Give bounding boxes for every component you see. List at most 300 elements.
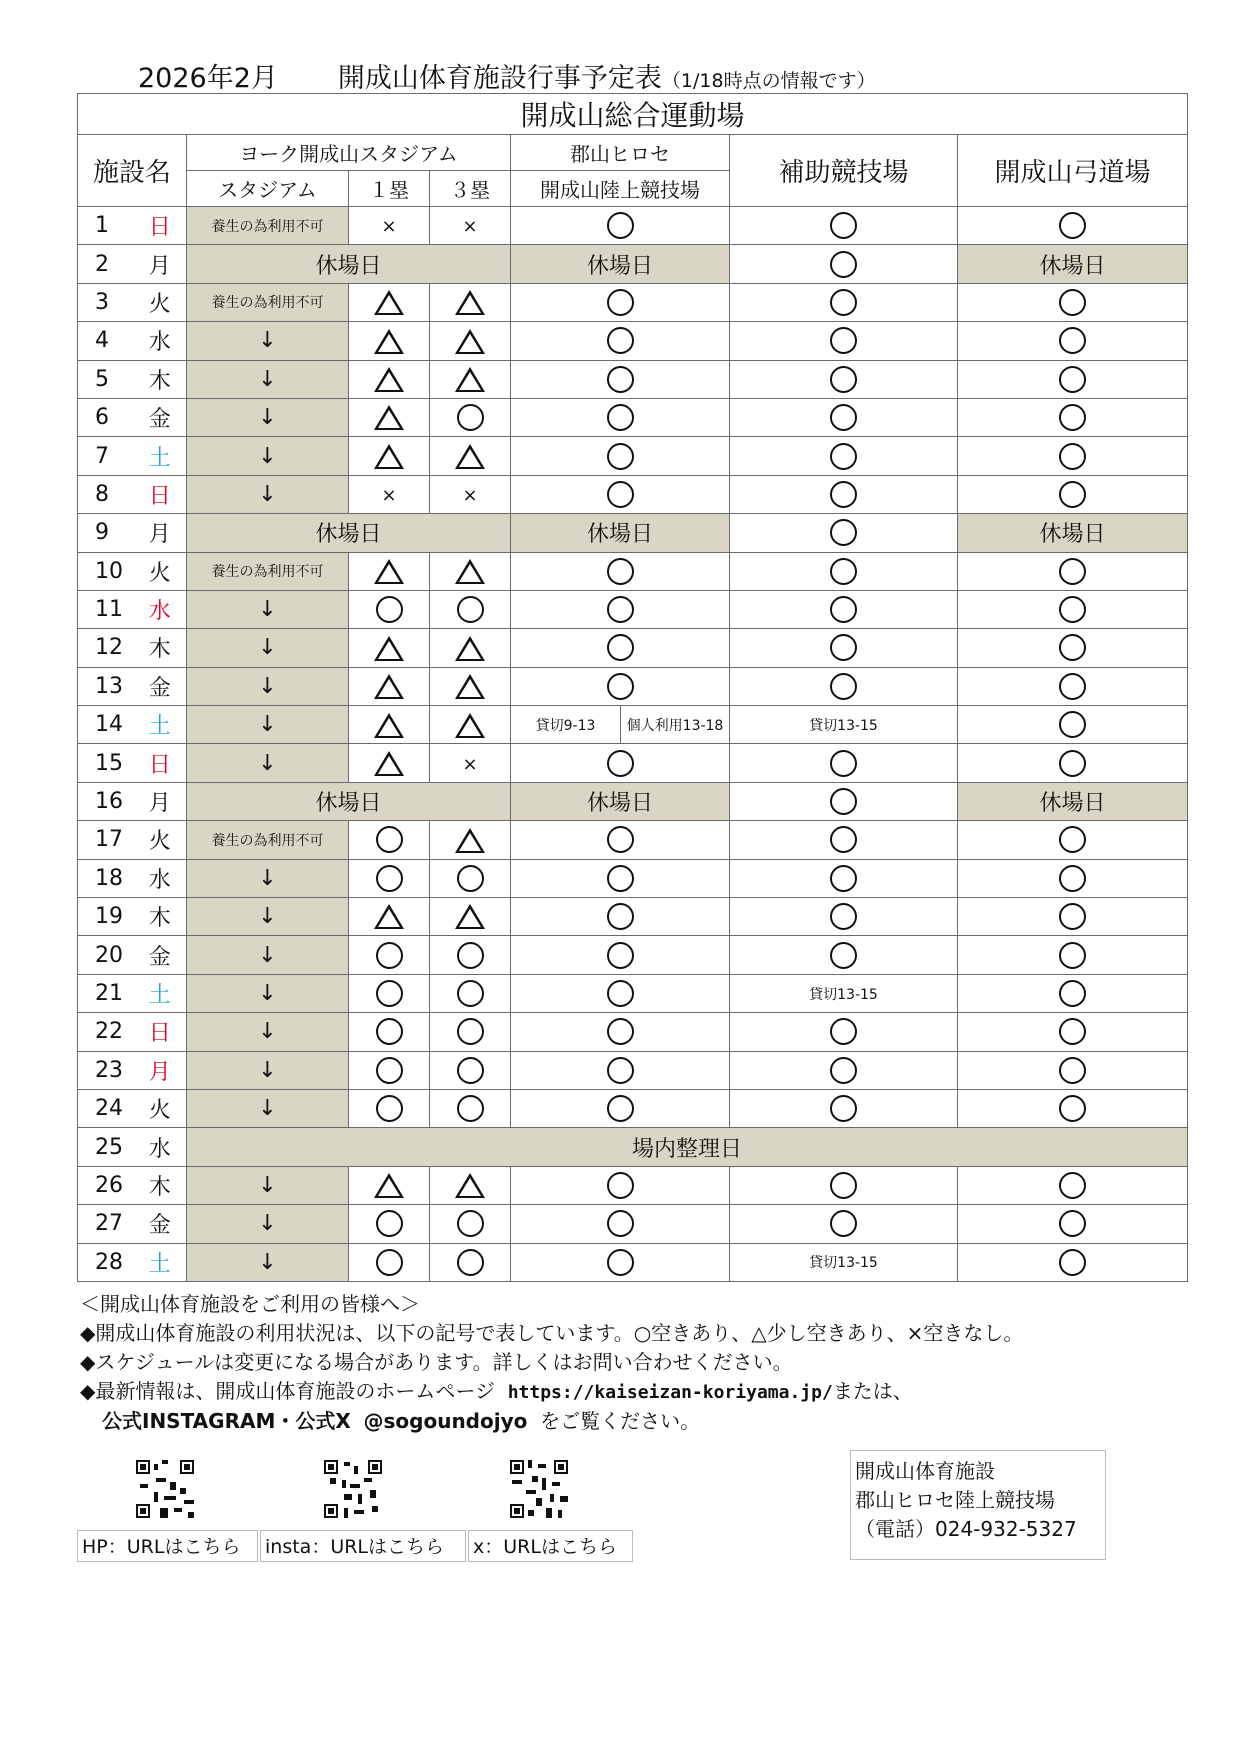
- table-row: [78, 821, 1188, 859]
- stadium-closed-cell: 休場日: [187, 782, 511, 820]
- stadium-cell: ↓: [187, 1013, 349, 1051]
- circle-available-icon: [1059, 327, 1086, 354]
- day-number: 24: [78, 1089, 134, 1127]
- kyudo-cell: [958, 629, 1188, 667]
- aux-cell: [730, 859, 958, 897]
- stadium-cell: ↓: [187, 1051, 349, 1089]
- circle-available-icon: [1059, 942, 1086, 969]
- kyudo-header: 開成山弓道場: [958, 135, 1188, 207]
- table-row: [78, 1128, 1188, 1166]
- circle-available-icon: [1059, 1249, 1086, 1276]
- base3-cell: [430, 1205, 511, 1243]
- weekday: 水: [134, 859, 187, 897]
- day-number: 23: [78, 1051, 134, 1089]
- base1-cell: [349, 475, 430, 513]
- circle-available-icon: [1059, 404, 1086, 431]
- cross-full-icon: ×: [462, 216, 478, 238]
- track-cell: [511, 898, 730, 936]
- kyudo-cell: [958, 667, 1188, 705]
- circle-available-icon: [1059, 1057, 1086, 1084]
- triangle-limited-icon: [455, 559, 485, 584]
- aux-cell: [730, 590, 958, 628]
- day-number: 16: [78, 782, 134, 820]
- circle-available-icon: [1059, 826, 1086, 853]
- day-number: 15: [78, 744, 134, 782]
- triangle-limited-icon: [455, 444, 485, 469]
- base1-cell: [349, 1013, 430, 1051]
- base3-cell: [430, 974, 511, 1012]
- kyudo-cell: 休場日: [958, 514, 1188, 552]
- base3-cell: [430, 629, 511, 667]
- cross-full-icon: ×: [381, 216, 397, 238]
- circle-available-icon: [830, 289, 857, 316]
- base3-cell: [430, 859, 511, 897]
- circle-available-icon: [1059, 711, 1086, 738]
- triangle-limited-icon: [374, 904, 404, 929]
- kyudo-cell: [958, 322, 1188, 360]
- track-cell: [511, 360, 730, 398]
- circle-available-icon: [457, 942, 484, 969]
- track-cell: [511, 859, 730, 897]
- weekday: 金: [134, 1205, 187, 1243]
- triangle-limited-icon: [455, 367, 485, 392]
- day-number: 14: [78, 706, 134, 744]
- circle-available-icon: [457, 865, 484, 892]
- circle-available-icon: [376, 865, 403, 892]
- stadium-cell: 養生の為利用不可: [187, 283, 349, 321]
- triangle-limited-icon: [455, 290, 485, 315]
- table-row: [78, 552, 1188, 590]
- kyudo-cell: [958, 744, 1188, 782]
- circle-available-icon: [607, 865, 634, 892]
- table-row: [78, 782, 1188, 820]
- day-number: 28: [78, 1243, 134, 1281]
- stadium-cell: ↓: [187, 398, 349, 436]
- aux-cell: [730, 936, 958, 974]
- circle-available-icon: [1059, 481, 1086, 508]
- triangle-limited-icon: [455, 904, 485, 929]
- day-number: 19: [78, 898, 134, 936]
- triangle-limited-icon: [455, 828, 485, 853]
- circle-available-icon: [457, 1210, 484, 1237]
- stadium-cell: ↓: [187, 1166, 349, 1204]
- base3-cell: [430, 936, 511, 974]
- table-row: [78, 360, 1188, 398]
- table-row: [78, 1051, 1188, 1089]
- circle-available-icon: [1059, 596, 1086, 623]
- track-cell: [511, 1166, 730, 1204]
- notes-heading: ＜開成山体育施設をご利用の皆様へ＞: [80, 1292, 420, 1316]
- sns-handle[interactable]: @sogoundojyo: [363, 1409, 528, 1433]
- track-cell: [511, 552, 730, 590]
- stadium-cell: ↓: [187, 1089, 349, 1127]
- base3-cell: [430, 283, 511, 321]
- track-cell: [511, 322, 730, 360]
- weekday: 土: [134, 1243, 187, 1281]
- notes-line4b: をご覧ください。: [540, 1409, 701, 1433]
- circle-available-icon: [830, 673, 857, 700]
- title-name: 開成山体育施設行事予定表: [337, 63, 662, 94]
- table-row: [78, 629, 1188, 667]
- day-number: 27: [78, 1205, 134, 1243]
- weekday: 木: [134, 360, 187, 398]
- circle-available-icon: [607, 443, 634, 470]
- day-number: 12: [78, 629, 134, 667]
- triangle-limited-icon: [374, 1173, 404, 1198]
- aux-cell: [730, 437, 958, 475]
- aux-cell: [730, 1205, 958, 1243]
- weekday: 日: [134, 475, 187, 513]
- base1-cell: [349, 552, 430, 590]
- base1-cell: [349, 936, 430, 974]
- stadium-cell: ↓: [187, 936, 349, 974]
- aux-cell: [730, 552, 958, 590]
- base1-cell: [349, 821, 430, 859]
- koriyama-header: 郡山ヒロセ: [511, 135, 730, 171]
- triangle-limited-icon: [374, 367, 404, 392]
- circle-available-icon: [607, 1057, 634, 1084]
- weekday: 月: [134, 1051, 187, 1089]
- table-row: [78, 322, 1188, 360]
- weekday: 日: [134, 207, 187, 245]
- circle-available-icon: [607, 1172, 634, 1199]
- track-cell: [511, 974, 730, 1012]
- stadium-cell: ↓: [187, 667, 349, 705]
- notes-line1: ◆開成山体育施設の利用状況は、以下の記号で表しています。○空きあり、△少し空きあり、×空きなし。: [80, 1321, 1024, 1345]
- track-cell: [511, 1089, 730, 1127]
- base1-cell: [349, 283, 430, 321]
- weekday: 土: [134, 706, 187, 744]
- track-cell: [511, 437, 730, 475]
- table-row: [78, 245, 1188, 283]
- aux-cell: [730, 629, 958, 667]
- table-row: [78, 207, 1188, 245]
- kyudo-cell: [958, 475, 1188, 513]
- track-cell: 休場日: [511, 514, 730, 552]
- base1-cell: [349, 322, 430, 360]
- kyudo-cell: [958, 1013, 1188, 1051]
- track-header: 開成山陸上競技場: [511, 171, 730, 207]
- kyudo-cell: [958, 821, 1188, 859]
- triangle-limited-icon: [455, 713, 485, 738]
- aux-cell: [730, 475, 958, 513]
- circle-available-icon: [830, 865, 857, 892]
- circle-available-icon: [1059, 558, 1086, 585]
- weekday: 土: [134, 974, 187, 1012]
- schedule-table: [77, 93, 1188, 1282]
- venue-title: 開成山総合運動場: [78, 94, 1188, 135]
- base1-cell: [349, 1051, 430, 1089]
- cross-full-icon: ×: [381, 484, 397, 506]
- triangle-limited-icon: [374, 674, 404, 699]
- triangle-limited-icon: [455, 1173, 485, 1198]
- track-cell: [511, 1243, 730, 1281]
- base3-cell: [430, 744, 511, 782]
- track-cell: [511, 475, 730, 513]
- base3-cell: [430, 1089, 511, 1127]
- day-number: 9: [78, 514, 134, 552]
- track-cell: 休場日: [511, 245, 730, 283]
- circle-available-icon: [376, 980, 403, 1007]
- aux-cell: [730, 245, 958, 283]
- base1-cell: [349, 1205, 430, 1243]
- base3-cell: [430, 821, 511, 859]
- circle-available-icon: [376, 942, 403, 969]
- base3-cell: [430, 1166, 511, 1204]
- day-number: 11: [78, 590, 134, 628]
- circle-available-icon: [607, 673, 634, 700]
- circle-available-icon: [1059, 1095, 1086, 1122]
- circle-available-icon: [1059, 443, 1086, 470]
- track-cell: [511, 936, 730, 974]
- circle-available-icon: [1059, 634, 1086, 661]
- stadium-cell: 養生の為利用不可: [187, 552, 349, 590]
- circle-available-icon: [376, 1249, 403, 1276]
- day-number: 10: [78, 552, 134, 590]
- circle-available-icon: [830, 1095, 857, 1122]
- circle-available-icon: [830, 788, 857, 815]
- table-row: [78, 667, 1188, 705]
- circle-available-icon: [607, 1018, 634, 1045]
- base1-header: １塁: [349, 171, 430, 207]
- base3-cell: [430, 1243, 511, 1281]
- day-number: 8: [78, 475, 134, 513]
- base1-cell: [349, 437, 430, 475]
- qr-code-insta-icon[interactable]: [324, 1460, 382, 1518]
- circle-available-icon: [1059, 289, 1086, 316]
- circle-available-icon: [607, 404, 634, 431]
- insta-link[interactable]: insta：URLはこちら: [260, 1530, 466, 1562]
- track-cell: [511, 744, 730, 782]
- weekday: 火: [134, 552, 187, 590]
- stadium-closed-cell: 休場日: [187, 245, 511, 283]
- circle-available-icon: [1059, 212, 1086, 239]
- table-row: [78, 898, 1188, 936]
- stadium-cell: ↓: [187, 629, 349, 667]
- aux-cell: [730, 1013, 958, 1051]
- notes-line4a: 公式INSTAGRAM・公式X: [102, 1409, 351, 1433]
- weekday: 火: [134, 1089, 187, 1127]
- circle-available-icon: [607, 289, 634, 316]
- day-number: 26: [78, 1166, 134, 1204]
- notes-line3a: ◆最新情報は、開成山体育施設のホームページ: [80, 1379, 495, 1403]
- circle-available-icon: [830, 942, 857, 969]
- base1-cell: [349, 1089, 430, 1127]
- base3-cell: [430, 706, 511, 744]
- circle-available-icon: [1059, 750, 1086, 777]
- weekday: 水: [134, 1128, 187, 1166]
- base3-cell: [430, 398, 511, 436]
- day-number: 13: [78, 667, 134, 705]
- track-cell: [511, 398, 730, 436]
- day-number: 2: [78, 245, 134, 283]
- kyudo-cell: [958, 1051, 1188, 1089]
- stadium-cell: ↓: [187, 475, 349, 513]
- base3-cell: [430, 360, 511, 398]
- stadium-cell: ↓: [187, 590, 349, 628]
- triangle-limited-icon: [374, 559, 404, 584]
- circle-available-icon: [457, 1095, 484, 1122]
- qr-code-x-icon[interactable]: [510, 1460, 568, 1518]
- contact-line1: 開成山体育施設: [855, 1459, 995, 1483]
- base1-cell: [349, 667, 430, 705]
- triangle-limited-icon: [455, 636, 485, 661]
- triangle-limited-icon: [374, 290, 404, 315]
- weekday: 月: [134, 782, 187, 820]
- circle-available-icon: [457, 1249, 484, 1276]
- circle-available-icon: [607, 327, 634, 354]
- weekday: 木: [134, 1166, 187, 1204]
- circle-available-icon: [830, 1018, 857, 1045]
- track-cell: [511, 821, 730, 859]
- kyudo-cell: [958, 398, 1188, 436]
- page-title: [138, 56, 876, 95]
- circle-available-icon: [607, 942, 634, 969]
- circle-available-icon: [376, 1018, 403, 1045]
- triangle-limited-icon: [374, 636, 404, 661]
- kyudo-cell: [958, 590, 1188, 628]
- kyudo-cell: [958, 552, 1188, 590]
- circle-available-icon: [607, 634, 634, 661]
- aux-cell: [730, 283, 958, 321]
- stadium-cell: ↓: [187, 706, 349, 744]
- stadium-cell: ↓: [187, 360, 349, 398]
- day-number: 22: [78, 1013, 134, 1051]
- weekday: 火: [134, 283, 187, 321]
- aux-cell: [730, 360, 958, 398]
- circle-available-icon: [607, 1210, 634, 1237]
- table-row: [78, 437, 1188, 475]
- circle-available-icon: [1059, 865, 1086, 892]
- stadium-cell: ↓: [187, 437, 349, 475]
- kyudo-cell: [958, 859, 1188, 897]
- qr-code-hp-icon[interactable]: [136, 1460, 194, 1518]
- day-number: 1: [78, 207, 134, 245]
- kyudo-cell: [958, 437, 1188, 475]
- day-number: 17: [78, 821, 134, 859]
- aux-cell: [730, 821, 958, 859]
- base1-cell: [349, 590, 430, 628]
- circle-available-icon: [830, 903, 857, 930]
- table-row: [78, 1205, 1188, 1243]
- table-row: [78, 974, 1188, 1012]
- day-number: 6: [78, 398, 134, 436]
- stadium-cell: ↓: [187, 322, 349, 360]
- notes-line2: ◆スケジュールは変更になる場合があります。詳しくはお問い合わせください。: [80, 1350, 793, 1374]
- base1-cell: [349, 859, 430, 897]
- circle-available-icon: [607, 826, 634, 853]
- track-cell-am: 貸切9-13: [511, 706, 621, 744]
- circle-available-icon: [607, 212, 634, 239]
- circle-available-icon: [457, 1018, 484, 1045]
- circle-available-icon: [376, 1210, 403, 1237]
- triangle-limited-icon: [455, 329, 485, 354]
- maintenance-cell: 場内整理日: [187, 1128, 1188, 1166]
- weekday: 日: [134, 1013, 187, 1051]
- triangle-limited-icon: [374, 444, 404, 469]
- circle-available-icon: [830, 1210, 857, 1237]
- kyudo-cell: [958, 1205, 1188, 1243]
- day-number: 18: [78, 859, 134, 897]
- weekday: 木: [134, 629, 187, 667]
- stadium-cell: ↓: [187, 898, 349, 936]
- base3-header: ３塁: [430, 171, 511, 207]
- aux-cell: [730, 782, 958, 820]
- notes-line3b: または、: [832, 1379, 913, 1403]
- circle-available-icon: [1059, 1018, 1086, 1045]
- circle-available-icon: [1059, 673, 1086, 700]
- x-link[interactable]: x：URLはこちら: [468, 1530, 633, 1562]
- base3-cell: [430, 552, 511, 590]
- circle-available-icon: [830, 1172, 857, 1199]
- stadium-cell: ↓: [187, 1243, 349, 1281]
- weekday: 火: [134, 821, 187, 859]
- base1-cell: [349, 1166, 430, 1204]
- circle-available-icon: [607, 481, 634, 508]
- circle-available-icon: [830, 634, 857, 661]
- aux-cell: [730, 1051, 958, 1089]
- kyudo-cell: [958, 207, 1188, 245]
- table-row: [78, 1166, 1188, 1204]
- aux-cell: [730, 667, 958, 705]
- base1-cell: [349, 398, 430, 436]
- day-number: 4: [78, 322, 134, 360]
- stadium-cell: ↓: [187, 974, 349, 1012]
- base3-cell: [430, 898, 511, 936]
- track-cell: [511, 629, 730, 667]
- contact-box: [850, 1450, 1106, 1560]
- circle-available-icon: [1059, 1210, 1086, 1237]
- circle-available-icon: [607, 903, 634, 930]
- day-number: 7: [78, 437, 134, 475]
- stadium-closed-cell: 休場日: [187, 514, 511, 552]
- aux-cell: 貸切13-15: [730, 706, 958, 744]
- homepage-url[interactable]: https://kaiseizan-koriyama.jp/: [507, 1382, 833, 1403]
- hp-link[interactable]: HP：URLはこちら: [77, 1530, 258, 1562]
- contact-phone: （電話）024-932-5327: [855, 1517, 1077, 1541]
- base1-cell: [349, 1243, 430, 1281]
- circle-available-icon: [830, 826, 857, 853]
- kyudo-cell: [958, 1166, 1188, 1204]
- base3-cell: [430, 1013, 511, 1051]
- cross-full-icon: ×: [462, 484, 478, 506]
- kyudo-cell: [958, 898, 1188, 936]
- base1-cell: [349, 706, 430, 744]
- title-note: （1/18時点の情報です）: [661, 70, 876, 92]
- circle-available-icon: [607, 750, 634, 777]
- aux-header: 補助競技場: [730, 135, 958, 207]
- kyudo-cell: [958, 360, 1188, 398]
- circle-available-icon: [830, 481, 857, 508]
- circle-available-icon: [830, 212, 857, 239]
- stadium-cell: ↓: [187, 859, 349, 897]
- circle-available-icon: [607, 980, 634, 1007]
- circle-available-icon: [830, 366, 857, 393]
- track-cell: [511, 667, 730, 705]
- track-cell-pm: 個人利用13-18: [621, 706, 730, 744]
- aux-cell: [730, 398, 958, 436]
- circle-available-icon: [830, 558, 857, 585]
- weekday: 月: [134, 514, 187, 552]
- weekday: 金: [134, 667, 187, 705]
- stadium-cell: ↓: [187, 744, 349, 782]
- kyudo-cell: [958, 936, 1188, 974]
- stadium-header: スタジアム: [187, 171, 349, 207]
- aux-cell: 貸切13-15: [730, 1243, 958, 1281]
- table-row: [78, 1089, 1188, 1127]
- kyudo-cell: [958, 283, 1188, 321]
- circle-available-icon: [830, 750, 857, 777]
